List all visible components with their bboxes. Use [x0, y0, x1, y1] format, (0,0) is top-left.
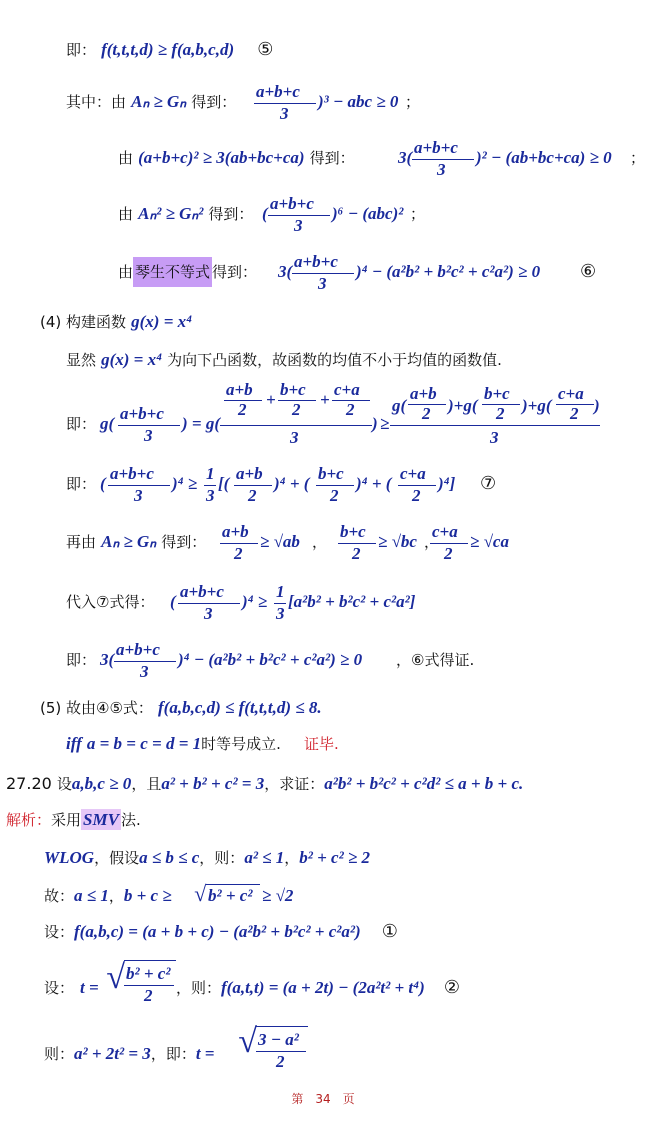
label: 再由 — [66, 533, 97, 551]
line-7 — [66, 350, 502, 370]
highlighted-term: SMV — [83, 810, 119, 829]
text: 设 — [56, 775, 72, 793]
fraction-den: 3 — [280, 104, 289, 123]
fraction-den: 3 — [140, 662, 149, 681]
math: a = b = c = d = 1 — [86, 734, 202, 753]
fraction-den: 2 — [444, 544, 453, 563]
fraction-num: a+b+c — [110, 464, 154, 483]
line-15 — [6, 774, 523, 794]
math: ) — [594, 396, 600, 415]
label: 故： — [44, 887, 75, 905]
text: 采用 — [51, 811, 82, 829]
math: a ≤ 1 — [74, 886, 109, 905]
math: ≥ — [380, 414, 390, 433]
label: 得到： — [309, 149, 355, 167]
fraction-bar — [390, 425, 600, 426]
line-17 — [44, 848, 370, 868]
punct: ； — [405, 93, 421, 111]
text: ，即： — [150, 1045, 196, 1063]
math: 3( — [398, 148, 413, 167]
fraction-den: 3 — [437, 160, 446, 179]
math: WLOG — [44, 848, 95, 867]
punct: ； — [630, 149, 646, 167]
math: a² + b² + c² = 3 — [161, 774, 265, 793]
math: ≥ √ab — [260, 532, 300, 551]
fraction-num: a+b+c — [180, 582, 224, 601]
plus: + — [266, 390, 276, 409]
line-21 — [44, 1044, 215, 1064]
radical-sign: √ — [194, 881, 207, 906]
line-16 — [6, 810, 141, 830]
radical-sign: √ — [238, 1023, 257, 1060]
fraction-num: b+c — [484, 384, 510, 403]
math: f(a,t,t) = (a + 2t) − (2a²t² + t⁴) — [221, 978, 425, 997]
math: a,b,c ≥ 0 — [71, 774, 132, 793]
radical-sign: √ — [106, 959, 125, 996]
math: )⁶ − (abc)² — [332, 204, 404, 223]
line-6 — [40, 312, 192, 332]
line-3 — [118, 148, 355, 168]
label: 即： — [66, 475, 97, 493]
text: ， — [284, 849, 300, 867]
fraction-bar — [220, 425, 372, 426]
fraction-den: 3 — [134, 486, 143, 505]
fraction-den: 2 — [276, 1052, 285, 1071]
fraction-den: 2 — [238, 400, 247, 419]
label: 由 — [118, 149, 134, 167]
radical-bar — [124, 960, 176, 961]
fraction-den: 2 — [248, 486, 257, 505]
fraction-num: a+b+c — [414, 138, 458, 157]
fraction-den: 2 — [346, 400, 355, 419]
text: 时等号成立. — [201, 735, 281, 753]
punct: . — [519, 774, 524, 793]
fraction-den: 3 — [290, 428, 299, 447]
math: t = — [195, 1044, 215, 1063]
math: f(a,b,c) = (a + b + c) − (a²b² + b²c² + c²a²) — [74, 922, 361, 941]
math: )+g( — [448, 396, 478, 415]
line-2 — [66, 92, 236, 112]
radical-bar — [256, 1026, 308, 1027]
fraction-den: 2 — [422, 404, 431, 423]
fraction-den: 2 — [292, 400, 301, 419]
fraction-num: a+b+c — [116, 640, 160, 659]
label: 代入⑦式得： — [66, 593, 155, 611]
math: a ≤ b ≤ c — [139, 848, 200, 867]
radicand: b² + c² — [208, 886, 253, 905]
equation-tag: ② — [443, 977, 460, 998]
fraction-den: 2 — [144, 986, 153, 1005]
fraction-num: 3 − a² — [258, 1030, 299, 1049]
math: a² ≤ 1 — [244, 848, 285, 867]
line-19 — [44, 922, 398, 942]
fraction-den: 2 — [570, 404, 579, 423]
punct: . — [317, 698, 322, 717]
fraction-num: a+b+c — [256, 82, 300, 101]
fraction-num: 1 — [206, 464, 215, 483]
math: )³ − abc ≥ 0 — [318, 92, 399, 111]
fraction-num: c+a — [432, 522, 458, 541]
fraction-den: 3 — [490, 428, 499, 447]
math: [a²b² + b²c² + c²a²] — [288, 592, 416, 611]
fraction-den: 3 — [318, 274, 327, 293]
problem-number: 27.20 — [6, 774, 52, 793]
fraction-num: a+b+c — [294, 252, 338, 271]
math: Aₙ ≥ Gₙ — [101, 532, 157, 551]
label: 由 — [118, 263, 134, 281]
fraction-den: 2 — [352, 544, 361, 563]
text: 为向下凸函数，故函数的均值不小于均值的函数值. — [167, 351, 502, 369]
fraction-den: 2 — [496, 404, 505, 423]
fraction-den: 2 — [412, 486, 421, 505]
label: 即： — [66, 651, 97, 669]
fraction-num: b+c — [340, 522, 366, 541]
math: g(x) = x⁴ — [101, 350, 163, 369]
fraction-num: a+b+c — [120, 404, 164, 423]
fraction-num: a+b — [236, 464, 263, 483]
fraction-den: 3 — [144, 426, 153, 445]
label: 得到： — [161, 533, 207, 551]
label: 即： — [66, 41, 97, 59]
label: 则： — [44, 1045, 75, 1063]
math: ≥ √2 — [262, 886, 294, 905]
math: )² − (ab+bc+ca) ≥ 0 — [476, 148, 612, 167]
math: f(a,b,c,d) ≤ f(t,t,t,d) ≤ 8 — [158, 698, 318, 717]
fraction-num: b² + c² — [126, 964, 171, 983]
math: )+g( — [522, 396, 552, 415]
line-14 — [66, 734, 339, 754]
equation-tag: ⑤ — [257, 39, 274, 60]
label: 即： — [66, 415, 97, 433]
fraction-num: b+c — [280, 380, 306, 399]
math: ) — [372, 414, 378, 433]
highlighted-term: 琴生不等式 — [133, 257, 212, 287]
math: g(x) = x⁴ — [131, 312, 193, 331]
radical-bar — [206, 884, 260, 885]
math: b² + c² ≥ 2 — [299, 848, 371, 867]
math: a²b² + b²c² + c²d² ≤ a + b + c — [324, 774, 520, 793]
math: ( — [170, 592, 176, 611]
fraction-den: 2 — [234, 544, 243, 563]
line-4 — [118, 204, 253, 224]
label: 得到： — [191, 93, 237, 111]
line-18 — [44, 886, 172, 906]
fraction-num: 1 — [276, 582, 285, 601]
label: 设： — [44, 979, 75, 997]
label: 显然 — [66, 351, 97, 369]
math: t = — [80, 978, 99, 997]
math: b + c ≥ — [123, 886, 172, 905]
math: f(t,t,t,d) ≥ f(a,b,c,d) — [101, 40, 235, 59]
math: Aₙ ≥ Gₙ — [131, 92, 187, 111]
text: ，假设 — [94, 849, 140, 867]
punct: ， — [424, 533, 440, 551]
fraction-den: 3 — [204, 604, 213, 623]
math: ≥ √bc — [378, 532, 417, 551]
fraction-num: a+b — [226, 380, 253, 399]
math: a² + 2t² = 3 — [74, 1044, 151, 1063]
math: )⁴ − (a²b² + b²c² + c²a²) ≥ 0 — [356, 262, 541, 281]
fraction-num: a+b — [222, 522, 249, 541]
equation-tag: ⑦ — [480, 473, 497, 494]
label: (5) 故由④⑤式： — [40, 699, 153, 717]
math: [( — [218, 474, 230, 493]
label: (4) 构建函数 — [40, 313, 127, 331]
label: 得到： — [212, 263, 258, 281]
punct: ； — [410, 205, 426, 223]
math: )⁴ − (a²b² + b²c² + c²a²) ≥ 0 — [178, 650, 363, 669]
fraction-den: 3 — [206, 486, 215, 505]
math: 3( — [100, 650, 115, 669]
fraction-den: 3 — [294, 216, 303, 235]
text: ，⑥式得证. — [396, 651, 475, 669]
math: ( — [100, 474, 106, 493]
label: 由 — [118, 205, 134, 223]
math: (a+b+c)² ≥ 3(ab+bc+ca) — [138, 148, 305, 167]
fraction-num: a+b+c — [270, 194, 314, 213]
text: 法. — [120, 811, 141, 829]
equation-tag: ⑥ — [580, 261, 597, 282]
label: 得到： — [208, 205, 254, 223]
math: ≥ √ca — [470, 532, 509, 551]
math: ) = g( — [182, 414, 221, 433]
math: 3( — [278, 262, 293, 281]
fraction-num: c+a — [400, 464, 426, 483]
analysis-label: 解析： — [6, 811, 52, 829]
punct: ， — [312, 533, 328, 551]
label: 其中：由 — [66, 93, 127, 111]
math: )⁴ + ( — [356, 474, 392, 493]
fraction-num: b+c — [318, 464, 344, 483]
math: )⁴ + ( — [274, 474, 310, 493]
math: g( — [100, 414, 115, 433]
math: iff — [66, 734, 82, 753]
label: 设： — [44, 923, 75, 941]
fraction-den: 3 — [276, 604, 285, 623]
line-13 — [40, 698, 322, 718]
fraction-den: 2 — [330, 486, 339, 505]
line-20 — [176, 978, 460, 998]
line-5 — [118, 262, 257, 282]
text: ，且 — [131, 775, 162, 793]
text: ，求证： — [264, 775, 325, 793]
math: g( — [392, 396, 407, 415]
qed-mark: 证毕. — [304, 735, 339, 753]
plus: + — [320, 390, 330, 409]
equation-tag: ① — [381, 921, 398, 942]
math: ( — [262, 204, 268, 223]
fraction-num: c+a — [558, 384, 584, 403]
text: ，则： — [199, 849, 245, 867]
fraction-num: c+a — [334, 380, 360, 399]
math: )⁴] — [438, 474, 456, 493]
text: ，则： — [176, 979, 222, 997]
page-number: 第 34 页 — [291, 1092, 355, 1106]
math: )⁴ ≥ — [172, 474, 198, 493]
text: ， — [108, 887, 124, 905]
math: Aₙ² ≥ Gₙ² — [138, 204, 204, 223]
fraction-num: a+b — [410, 384, 437, 403]
line-1 — [66, 40, 273, 60]
math: )⁴ ≥ — [242, 592, 268, 611]
line-10 — [66, 532, 206, 552]
